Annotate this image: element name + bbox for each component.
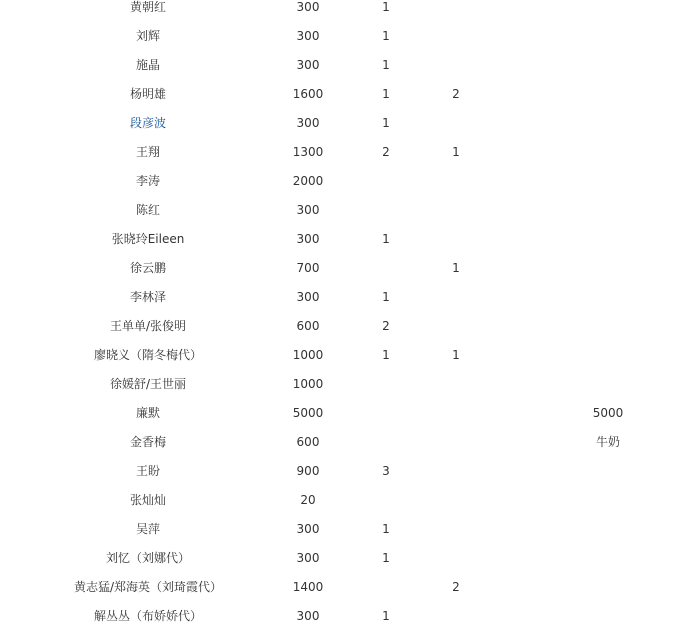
extra (568, 283, 648, 312)
table-row (0, 22, 674, 51)
count-b (426, 515, 486, 544)
table-row (0, 341, 674, 370)
extra (568, 0, 648, 22)
table-row (0, 457, 674, 486)
donor-name: 黄朝红 (129, 0, 166, 14)
table-row (0, 167, 674, 196)
count-b: 1 (452, 261, 460, 275)
table-row (0, 109, 674, 138)
count-a: 1 (382, 551, 390, 565)
count-b: 2 (452, 580, 460, 594)
count-b: 1 (452, 145, 460, 159)
table-row (0, 0, 674, 22)
amount: 1000 (292, 377, 324, 391)
amount: 20 (300, 493, 316, 507)
extra (568, 109, 648, 138)
count-b (426, 225, 486, 254)
table-row (0, 138, 674, 167)
amount: 2000 (292, 174, 324, 188)
count-a (356, 428, 416, 457)
count-a (356, 399, 416, 428)
amount: 1600 (292, 87, 324, 101)
count-b (426, 283, 486, 312)
donor-name: 吴萍 (135, 522, 160, 536)
extra (568, 22, 648, 51)
table-row (0, 225, 674, 254)
table-row (0, 196, 674, 225)
donor-name: 刘辉 (135, 29, 160, 43)
table-row (0, 486, 674, 515)
amount: 1000 (292, 348, 324, 362)
count-b (426, 399, 486, 428)
donor-name: 徐媛舒/王世丽 (109, 377, 187, 391)
donor-name: 杨明雄 (129, 87, 166, 101)
extra (568, 486, 648, 515)
amount: 5000 (292, 406, 324, 420)
count-a: 3 (382, 464, 390, 478)
amount: 300 (296, 29, 320, 43)
extra: 牛奶 (595, 435, 620, 449)
donor-name: 张灿灿 (129, 493, 166, 507)
donor-name: 廖晓义（隋冬梅代） (93, 348, 202, 362)
donor-name: 王单单/张俊明 (109, 319, 187, 333)
table-row (0, 428, 674, 457)
count-a (356, 573, 416, 602)
donor-name: 徐云鹏 (129, 261, 166, 275)
count-a: 1 (382, 522, 390, 536)
amount: 300 (296, 232, 320, 246)
donor-name: 王盼 (135, 464, 160, 478)
donor-name: 解丛丛（布娇娇代） (93, 609, 202, 623)
count-a (356, 486, 416, 515)
table-row (0, 254, 674, 283)
donor-name: 黄志猛/郑海英（刘琦霞代） (73, 580, 223, 594)
amount: 300 (296, 116, 320, 130)
count-b: 1 (452, 348, 460, 362)
extra (568, 167, 648, 196)
amount: 300 (296, 203, 320, 217)
amount: 300 (296, 551, 320, 565)
donor-name: 施晶 (135, 58, 160, 72)
count-b (426, 51, 486, 80)
amount: 600 (296, 319, 320, 333)
donor-name: 李林泽 (129, 290, 166, 304)
donor-name: 金香梅 (129, 435, 166, 449)
count-a: 1 (382, 116, 390, 130)
extra (568, 225, 648, 254)
extra (568, 138, 648, 167)
extra (568, 312, 648, 341)
count-a: 1 (382, 29, 390, 43)
amount: 1400 (292, 580, 324, 594)
amount: 300 (296, 0, 320, 14)
amount: 300 (296, 609, 320, 623)
amount: 900 (296, 464, 320, 478)
count-b (426, 109, 486, 138)
amount: 700 (296, 261, 320, 275)
extra (568, 80, 648, 109)
count-a: 1 (382, 348, 390, 362)
count-b (426, 602, 486, 631)
count-a (356, 370, 416, 399)
donor-name: 张晓玲Eileen (111, 232, 185, 246)
count-b (426, 0, 486, 22)
count-a: 2 (382, 319, 390, 333)
table-row (0, 544, 674, 573)
count-a: 1 (382, 0, 390, 14)
count-a (356, 254, 416, 283)
amount: 1300 (292, 145, 324, 159)
count-b (426, 544, 486, 573)
extra (568, 457, 648, 486)
count-a (356, 196, 416, 225)
table-row (0, 370, 674, 399)
count-a: 2 (382, 145, 390, 159)
amount: 300 (296, 290, 320, 304)
count-a: 1 (382, 58, 390, 72)
count-b (426, 457, 486, 486)
extra (568, 51, 648, 80)
amount: 600 (296, 435, 320, 449)
extra (568, 196, 648, 225)
donor-name: 李涛 (135, 174, 160, 188)
extra (568, 254, 648, 283)
count-b (426, 167, 486, 196)
table-row (0, 312, 674, 341)
extra (568, 515, 648, 544)
donor-name: 王翔 (135, 145, 160, 159)
amount: 300 (296, 58, 320, 72)
count-b (426, 486, 486, 515)
extra (568, 573, 648, 602)
table-row (0, 80, 674, 109)
count-b (426, 22, 486, 51)
count-a: 1 (382, 290, 390, 304)
extra: 5000 (592, 406, 624, 420)
count-a: 1 (382, 87, 390, 101)
count-b (426, 312, 486, 341)
count-b (426, 196, 486, 225)
table-row (0, 515, 674, 544)
extra (568, 602, 648, 631)
table-row (0, 283, 674, 312)
amount: 300 (296, 522, 320, 536)
count-b (426, 370, 486, 399)
count-b (426, 428, 486, 457)
count-a: 1 (382, 609, 390, 623)
count-b: 2 (452, 87, 460, 101)
donor-name: 陈红 (135, 203, 160, 217)
extra (568, 341, 648, 370)
table-row (0, 51, 674, 80)
extra (568, 370, 648, 399)
donor-name-link[interactable]: 段彦波 (129, 116, 166, 130)
donor-name: 廉默 (135, 406, 160, 420)
table-row (0, 573, 674, 602)
table-row (0, 602, 674, 631)
donor-name: 刘忆（刘娜代） (105, 551, 190, 565)
table-row (0, 399, 674, 428)
count-a: 1 (382, 232, 390, 246)
count-a (356, 167, 416, 196)
extra (568, 544, 648, 573)
